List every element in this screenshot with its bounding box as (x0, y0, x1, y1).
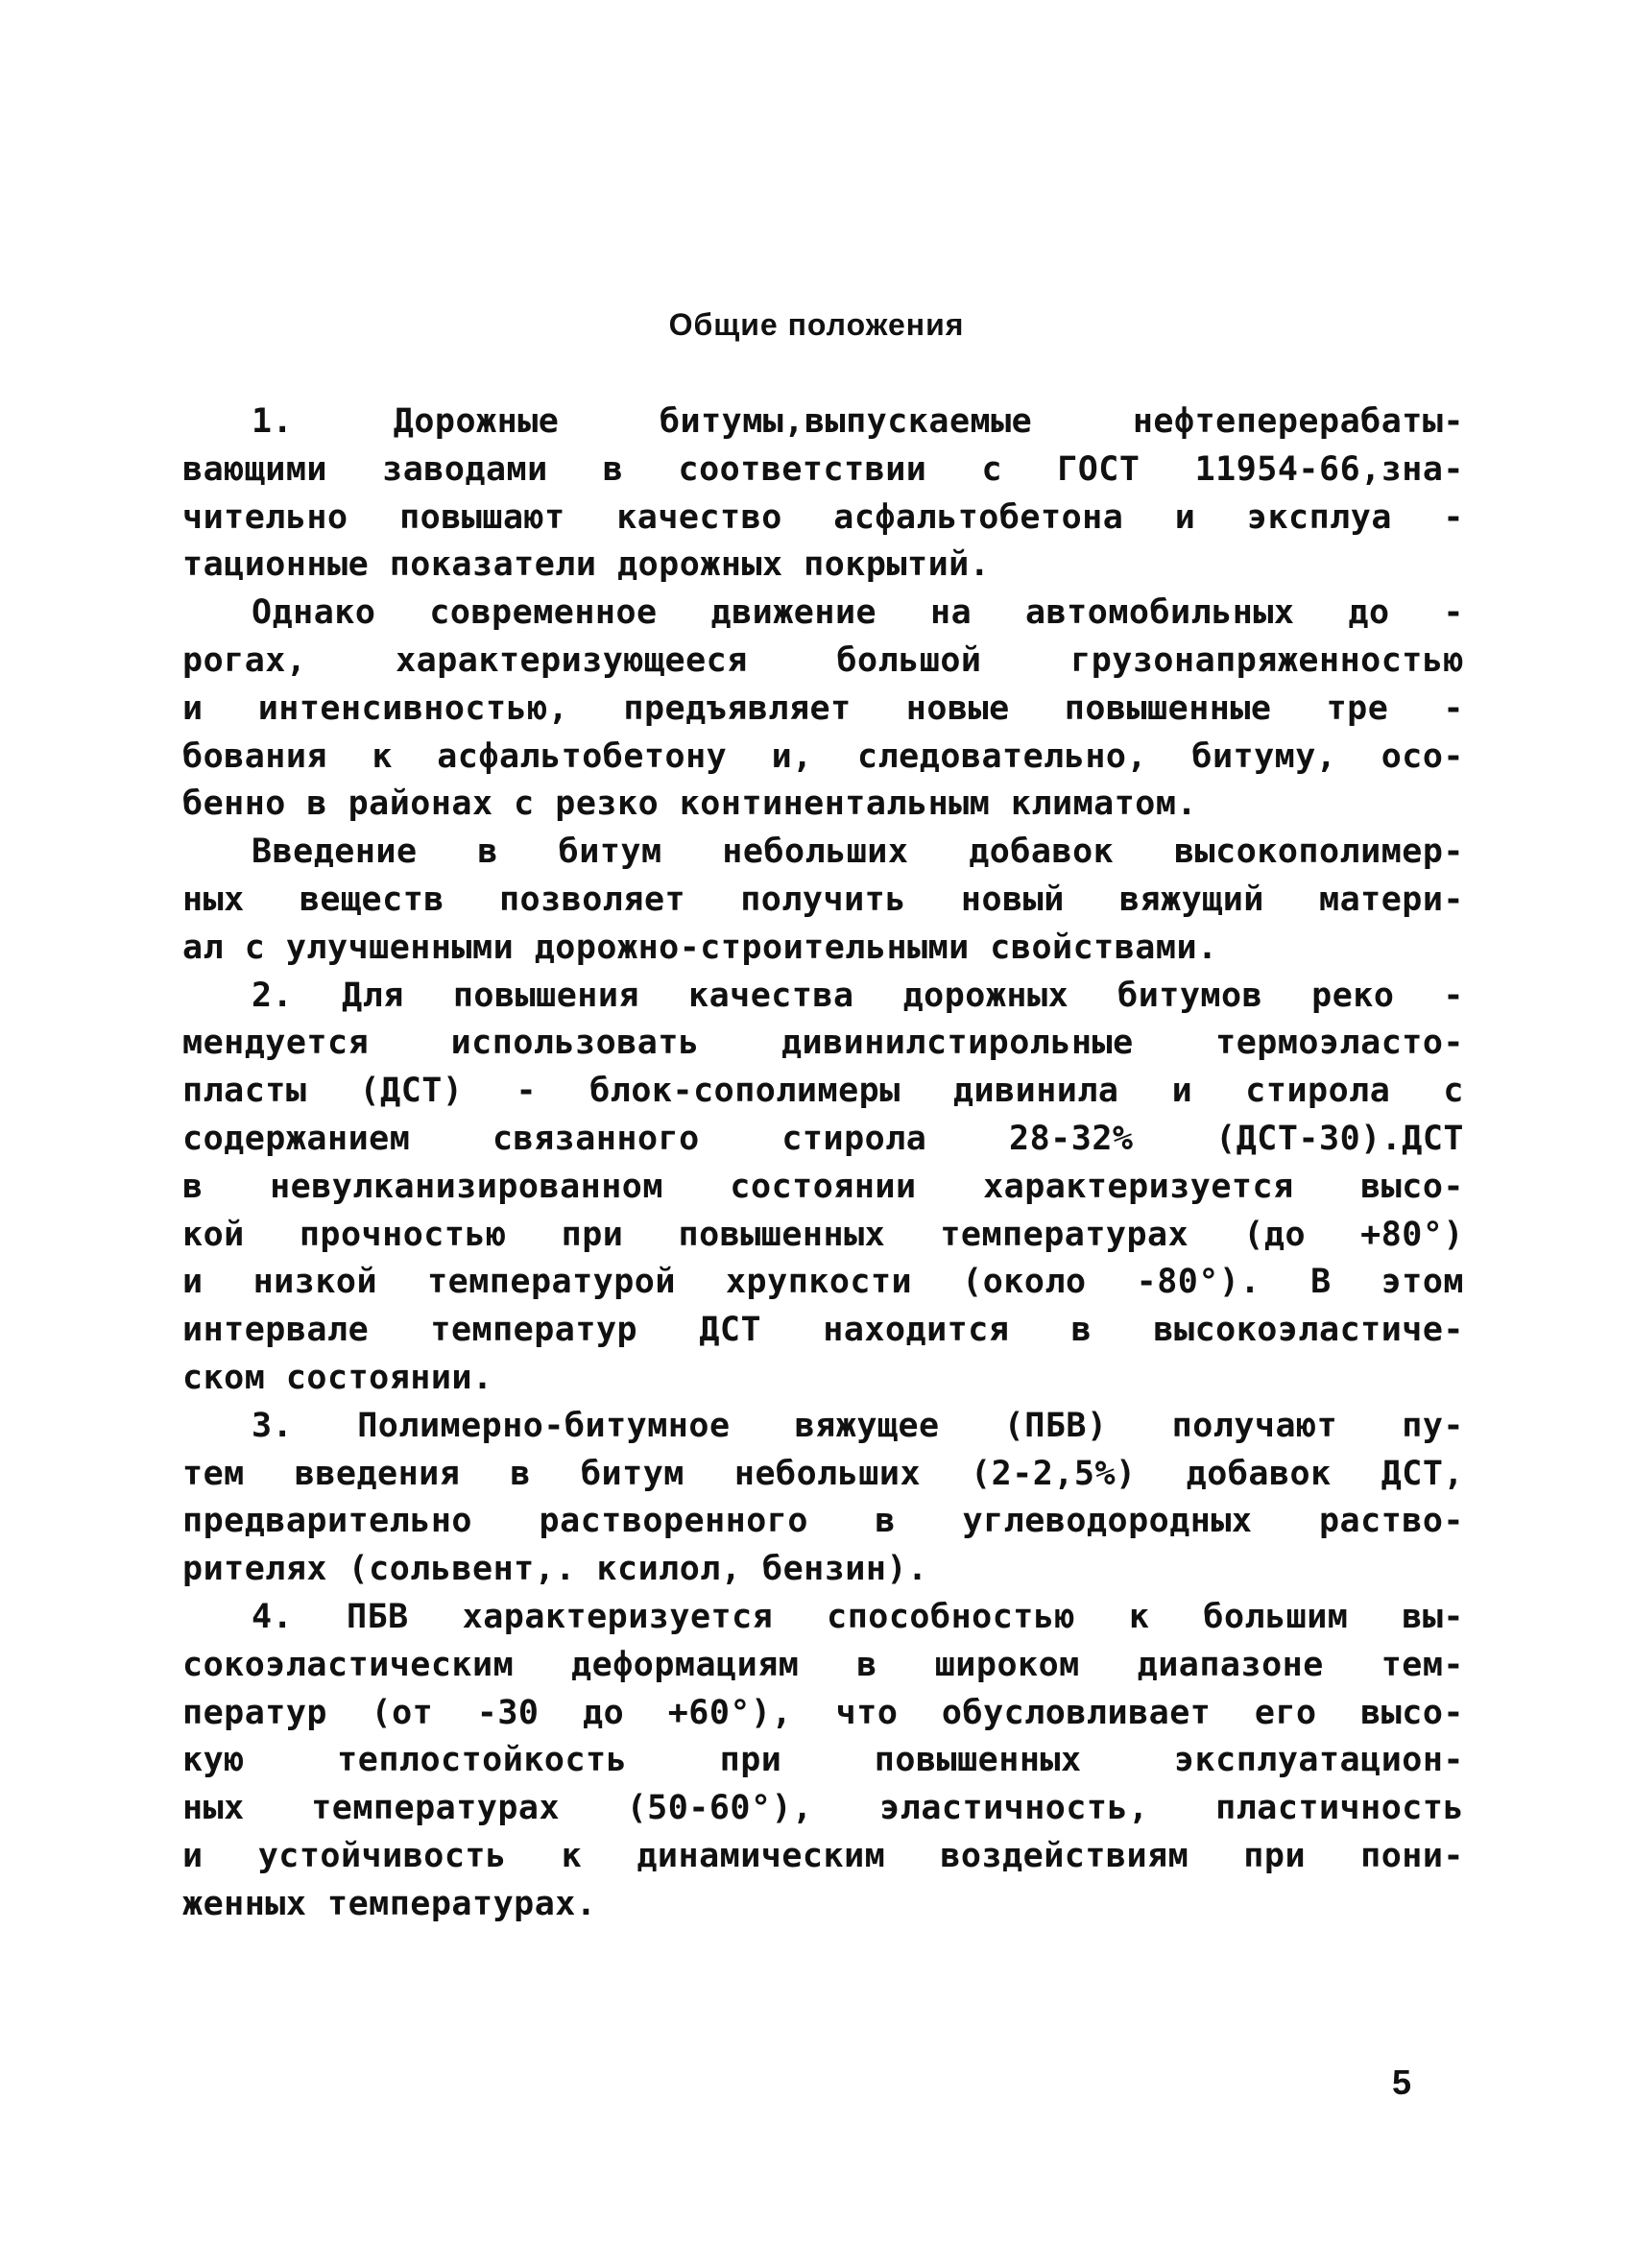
text-line: чительно повышают качество асфальтобетона и эксплуа - (182, 497, 1464, 537)
text-line: интервале температур ДСТ находится в высокоэластиче- (182, 1311, 1464, 1350)
text-line: ных веществ позволяет получить новый вяжущий матери- (182, 880, 1464, 919)
text-line: Введение в битум небольших добавок высокополимер- (252, 832, 1464, 872)
section-title: Общие положения (668, 307, 965, 342)
text-line: бования к асфальтобетону и, следовательно, битуму, осо- (182, 736, 1464, 776)
text-line: мендуется использовать дивинилстирольные термоэласто- (182, 1024, 1464, 1063)
text-line: вающими заводами в соответствии с ГОСТ 11954-66,зна- (182, 449, 1464, 489)
text-line: сокоэластическим деформациям в широком диапазоне тем- (182, 1645, 1464, 1684)
text-line: кую теплостойкость при повышенных эксплуатацион- (182, 1741, 1464, 1780)
text-line: бенно в районах с резко континентальным климатом. (182, 784, 1198, 824)
text-line: тационные показатели дорожных покрытий. (182, 545, 991, 585)
text-line: 4. ПБВ характеризуется способностью к большим вы- (252, 1597, 1464, 1636)
body-text (182, 398, 1464, 1929)
text-line: ператур (от -30 до +60°), что обусловливает его высо- (182, 1693, 1464, 1732)
text-line: ал с улучшенными дорожно-строительными свойствами. (182, 928, 1218, 967)
text-line: рогах, характеризующееся большой грузонапряженностью (182, 640, 1464, 680)
text-line: рителях (сольвент,. ксилол, бензин). (182, 1550, 928, 1589)
text-line: ском состоянии. (182, 1358, 493, 1397)
text-line: женных температурах. (182, 1884, 597, 1923)
page-number: 5 (1392, 2063, 1412, 2102)
text-line: и низкой температурой хрупкости (около -80°). В этом (182, 1263, 1464, 1302)
text-line: пласты (ДСТ) - блок-сополимеры дивинила и стирола с (182, 1072, 1464, 1111)
text-line: 2. Для повышения качества дорожных битумов реко - (252, 976, 1464, 1015)
text-line: в невулканизированном состоянии характеризуется высо- (182, 1167, 1464, 1206)
text-line: кой прочностью при повышенных температурах (до +80°) (182, 1215, 1464, 1254)
text-line: 3. Полимерно-битумное вяжущее (ПБВ) получают пу- (252, 1406, 1464, 1445)
text-line: Однако современное движение на автомобильных до - (252, 593, 1464, 633)
text-line: и интенсивностью, предъявляет новые повышенные тре - (182, 688, 1464, 728)
text-line: тем введения в битум небольших (2-2,5%) добавок ДСТ, (182, 1454, 1464, 1493)
text-line: содержанием связанного стирола 28-32% (ДСТ-30).ДСТ (182, 1119, 1464, 1158)
text-line: предварительно растворенного в углеводородных раство- (182, 1502, 1464, 1541)
text-line: 1. Дорожные битумы,выпускаемые нефтеперерабаты- (252, 402, 1464, 441)
text-line: ных температурах (50-60°), эластичность, пластичность (182, 1789, 1464, 1828)
text-line: и устойчивость к динамическим воздействиям при пони- (182, 1836, 1464, 1875)
